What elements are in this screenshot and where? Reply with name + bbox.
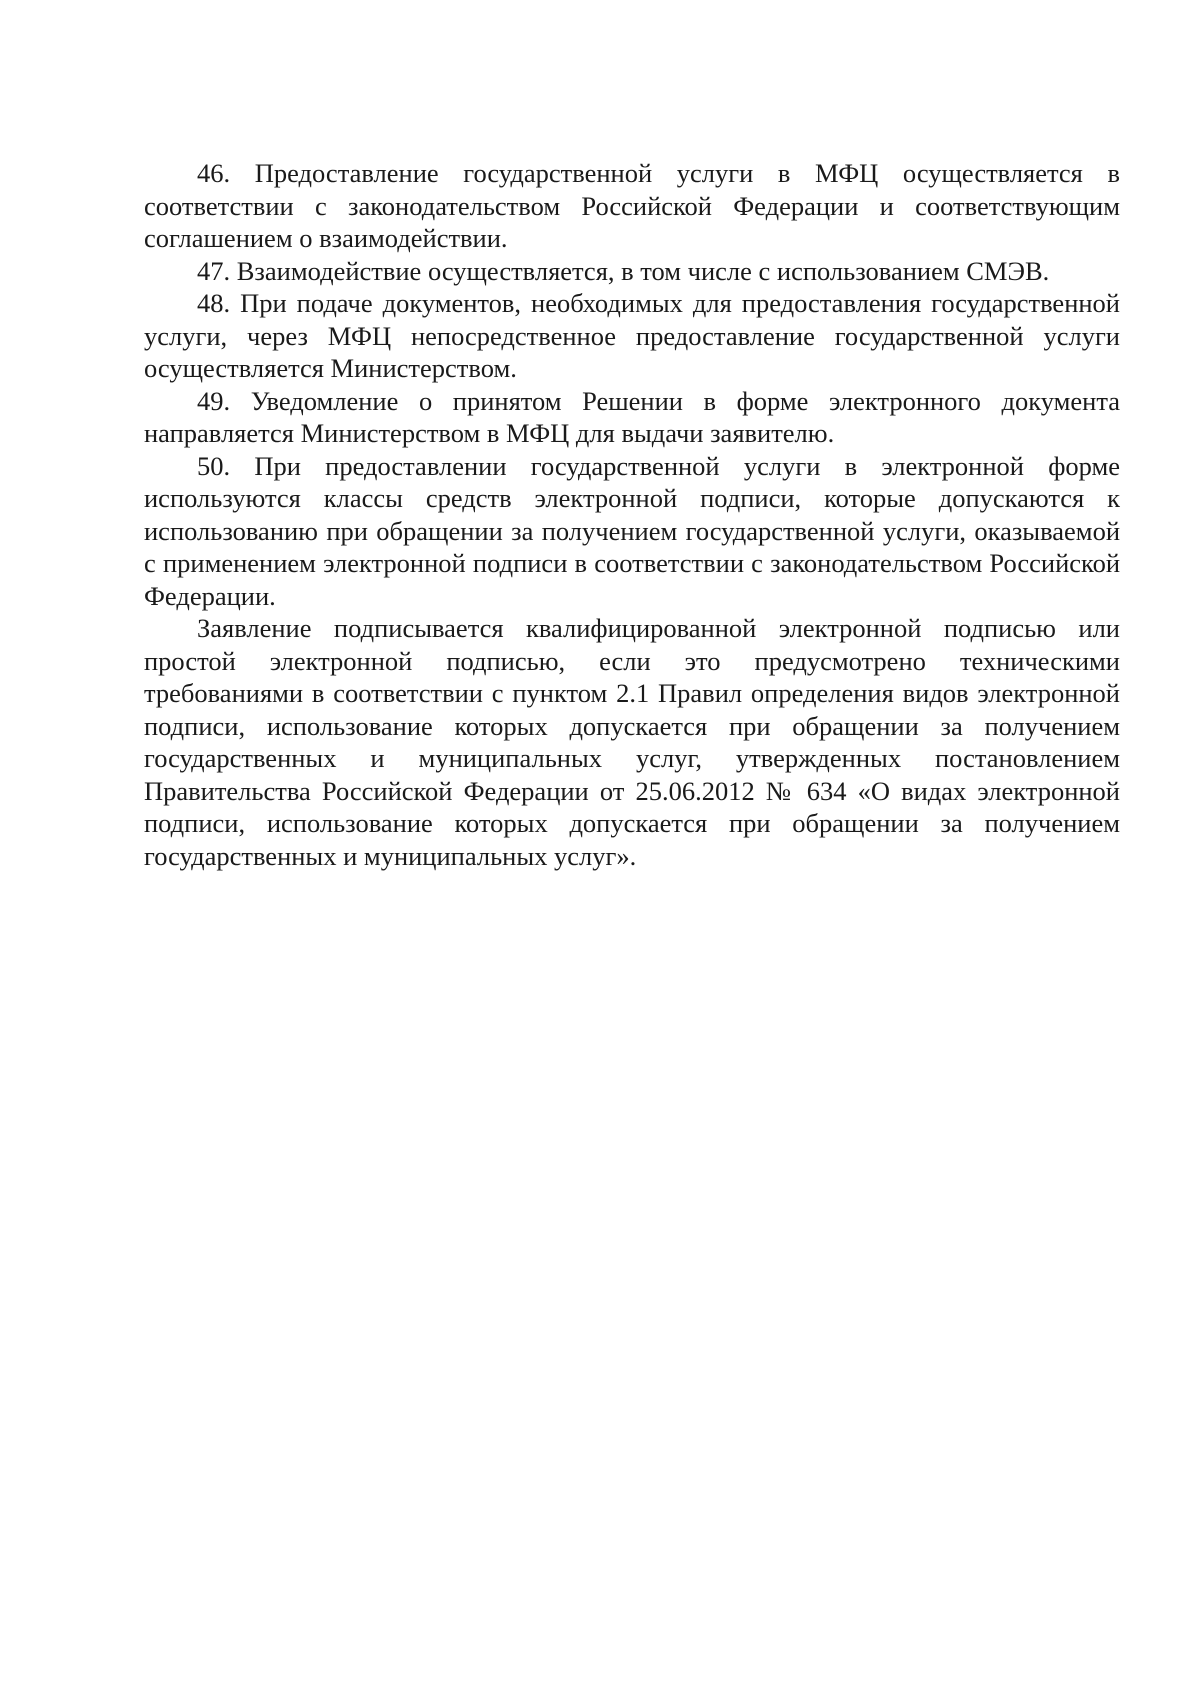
paragraph-50: 50. При предоставлении государственной услуги в электронной форме используются классы средств электронной подписи, которые допускаются к использованию при обращении за получением государственной услуги, оказываемой с применением электронной подписи в соответствии с законодательством Российской Федерации. [144,450,1120,611]
paragraph-48: 48. При подаче документов, необходимых для предоставления государственной услуги, через МФЦ непосредственное предоставление государственной услуги осуществляется Министерством. [144,288,1120,383]
paragraph-signature-requirements: Заявление подписывается квалифицированной электронной подписью или простой электронной подписью, если это предусмотрено техническими требованиями в соответствии с пунктом 2.1 Правил определения видов электронной подписи, использование которых допускается при обращении за получением государственных и муниципальных услуг, утвержденных постановлением Правительства Российской Федерации от 25.06.2012 № 634 «О видах электронной подписи, использование которых допускается при обращении за получением государственных и муниципальных услуг». [144,613,1120,871]
document-body [144,157,1120,872]
paragraph-47: 47. Взаимодействие осуществляется, в том числе с использованием СМЭВ. [197,255,1050,286]
paragraph-49: 49. Уведомление о принятом Решении в форме электронного документа направляется Министерством в МФЦ для выдачи заявителю. [144,385,1120,448]
paragraph-46: 46. Предоставление государственной услуги в МФЦ осуществляется в соответствии с законодательством Российской Федерации и соответствующим соглашением о взаимодействии. [144,158,1120,253]
